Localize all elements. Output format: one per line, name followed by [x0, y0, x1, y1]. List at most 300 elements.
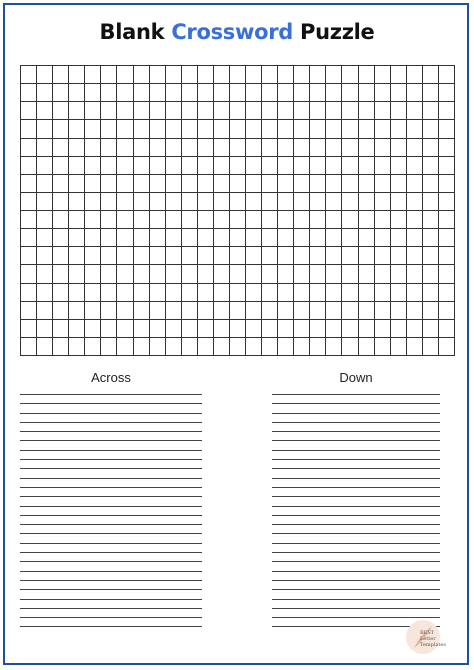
- grid-cell[interactable]: [375, 265, 391, 283]
- grid-cell[interactable]: [342, 175, 358, 193]
- grid-cell[interactable]: [262, 175, 278, 193]
- grid-cell[interactable]: [359, 139, 375, 157]
- grid-cell[interactable]: [391, 211, 407, 229]
- grid-cell[interactable]: [101, 193, 117, 211]
- grid-cell[interactable]: [246, 302, 262, 320]
- grid-cell[interactable]: [198, 320, 214, 338]
- grid-cell[interactable]: [21, 139, 37, 157]
- grid-cell[interactable]: [198, 211, 214, 229]
- grid-cell[interactable]: [423, 338, 439, 356]
- grid-cell[interactable]: [439, 84, 455, 102]
- grid-cell[interactable]: [439, 211, 455, 229]
- grid-cell[interactable]: [150, 265, 166, 283]
- grid-cell[interactable]: [391, 229, 407, 247]
- grid-cell[interactable]: [101, 139, 117, 157]
- grid-cell[interactable]: [69, 338, 85, 356]
- grid-cell[interactable]: [278, 102, 294, 120]
- grid-cell[interactable]: [134, 247, 150, 265]
- grid-cell[interactable]: [230, 66, 246, 84]
- grid-cell[interactable]: [69, 157, 85, 175]
- grid-cell[interactable]: [166, 193, 182, 211]
- grid-cell[interactable]: [294, 84, 310, 102]
- grid-cell[interactable]: [214, 66, 230, 84]
- grid-cell[interactable]: [150, 193, 166, 211]
- grid-cell[interactable]: [21, 157, 37, 175]
- grid-cell[interactable]: [53, 66, 69, 84]
- grid-cell[interactable]: [342, 139, 358, 157]
- grid-cell[interactable]: [21, 211, 37, 229]
- grid-cell[interactable]: [134, 120, 150, 138]
- grid-cell[interactable]: [375, 102, 391, 120]
- grid-cell[interactable]: [21, 302, 37, 320]
- grid-cell[interactable]: [214, 120, 230, 138]
- grid-cell[interactable]: [85, 265, 101, 283]
- grid-cell[interactable]: [310, 265, 326, 283]
- grid-cell[interactable]: [117, 229, 133, 247]
- grid-cell[interactable]: [214, 284, 230, 302]
- grid-cell[interactable]: [278, 320, 294, 338]
- grid-cell[interactable]: [198, 66, 214, 84]
- grid-cell[interactable]: [423, 247, 439, 265]
- grid-cell[interactable]: [117, 157, 133, 175]
- grid-cell[interactable]: [85, 120, 101, 138]
- grid-cell[interactable]: [182, 247, 198, 265]
- grid-cell[interactable]: [407, 84, 423, 102]
- grid-cell[interactable]: [117, 102, 133, 120]
- grid-cell[interactable]: [69, 265, 85, 283]
- grid-cell[interactable]: [198, 338, 214, 356]
- grid-cell[interactable]: [150, 284, 166, 302]
- grid-cell[interactable]: [407, 157, 423, 175]
- grid-cell[interactable]: [439, 265, 455, 283]
- grid-cell[interactable]: [198, 120, 214, 138]
- grid-cell[interactable]: [53, 211, 69, 229]
- grid-cell[interactable]: [278, 193, 294, 211]
- grid-cell[interactable]: [150, 320, 166, 338]
- grid-cell[interactable]: [278, 175, 294, 193]
- grid-cell[interactable]: [278, 139, 294, 157]
- grid-cell[interactable]: [407, 193, 423, 211]
- grid-cell[interactable]: [37, 320, 53, 338]
- grid-cell[interactable]: [278, 157, 294, 175]
- grid-cell[interactable]: [407, 338, 423, 356]
- grid-cell[interactable]: [391, 66, 407, 84]
- grid-cell[interactable]: [134, 66, 150, 84]
- grid-cell[interactable]: [166, 157, 182, 175]
- grid-cell[interactable]: [375, 157, 391, 175]
- grid-cell[interactable]: [262, 84, 278, 102]
- grid-cell[interactable]: [246, 247, 262, 265]
- grid-cell[interactable]: [182, 193, 198, 211]
- grid-cell[interactable]: [230, 229, 246, 247]
- grid-cell[interactable]: [198, 265, 214, 283]
- grid-cell[interactable]: [294, 157, 310, 175]
- grid-cell[interactable]: [342, 66, 358, 84]
- grid-cell[interactable]: [85, 320, 101, 338]
- grid-cell[interactable]: [326, 229, 342, 247]
- grid-cell[interactable]: [423, 284, 439, 302]
- grid-cell[interactable]: [439, 120, 455, 138]
- grid-cell[interactable]: [150, 175, 166, 193]
- grid-cell[interactable]: [423, 193, 439, 211]
- grid-cell[interactable]: [310, 102, 326, 120]
- grid-cell[interactable]: [214, 193, 230, 211]
- grid-cell[interactable]: [342, 157, 358, 175]
- grid-cell[interactable]: [326, 84, 342, 102]
- grid-cell[interactable]: [326, 102, 342, 120]
- grid-cell[interactable]: [166, 84, 182, 102]
- grid-cell[interactable]: [230, 175, 246, 193]
- grid-cell[interactable]: [117, 302, 133, 320]
- grid-cell[interactable]: [294, 302, 310, 320]
- grid-cell[interactable]: [198, 139, 214, 157]
- grid-cell[interactable]: [117, 193, 133, 211]
- grid-cell[interactable]: [391, 247, 407, 265]
- grid-cell[interactable]: [182, 265, 198, 283]
- grid-cell[interactable]: [326, 302, 342, 320]
- grid-cell[interactable]: [423, 66, 439, 84]
- grid-cell[interactable]: [262, 211, 278, 229]
- grid-cell[interactable]: [342, 247, 358, 265]
- grid-cell[interactable]: [262, 247, 278, 265]
- grid-cell[interactable]: [182, 157, 198, 175]
- grid-cell[interactable]: [230, 338, 246, 356]
- grid-cell[interactable]: [198, 302, 214, 320]
- grid-cell[interactable]: [294, 265, 310, 283]
- grid-cell[interactable]: [391, 175, 407, 193]
- grid-cell[interactable]: [246, 320, 262, 338]
- grid-cell[interactable]: [53, 102, 69, 120]
- grid-cell[interactable]: [391, 157, 407, 175]
- grid-cell[interactable]: [407, 66, 423, 84]
- grid-cell[interactable]: [85, 84, 101, 102]
- grid-cell[interactable]: [134, 229, 150, 247]
- grid-cell[interactable]: [326, 193, 342, 211]
- grid-cell[interactable]: [101, 157, 117, 175]
- grid-cell[interactable]: [150, 302, 166, 320]
- grid-cell[interactable]: [53, 338, 69, 356]
- grid-cell[interactable]: [439, 284, 455, 302]
- grid-cell[interactable]: [198, 157, 214, 175]
- grid-cell[interactable]: [37, 284, 53, 302]
- grid-cell[interactable]: [117, 211, 133, 229]
- grid-cell[interactable]: [182, 139, 198, 157]
- grid-cell[interactable]: [101, 229, 117, 247]
- grid-cell[interactable]: [294, 211, 310, 229]
- grid-cell[interactable]: [294, 229, 310, 247]
- grid-cell[interactable]: [53, 139, 69, 157]
- grid-cell[interactable]: [326, 247, 342, 265]
- grid-cell[interactable]: [359, 265, 375, 283]
- grid-cell[interactable]: [166, 139, 182, 157]
- grid-cell[interactable]: [53, 247, 69, 265]
- grid-cell[interactable]: [21, 66, 37, 84]
- grid-cell[interactable]: [230, 247, 246, 265]
- grid-cell[interactable]: [423, 84, 439, 102]
- grid-cell[interactable]: [85, 284, 101, 302]
- grid-cell[interactable]: [375, 84, 391, 102]
- grid-cell[interactable]: [278, 284, 294, 302]
- grid-cell[interactable]: [375, 139, 391, 157]
- grid-cell[interactable]: [134, 320, 150, 338]
- grid-cell[interactable]: [310, 139, 326, 157]
- grid-cell[interactable]: [342, 265, 358, 283]
- grid-cell[interactable]: [391, 139, 407, 157]
- grid-cell[interactable]: [150, 211, 166, 229]
- grid-cell[interactable]: [198, 84, 214, 102]
- grid-cell[interactable]: [359, 211, 375, 229]
- grid-cell[interactable]: [198, 247, 214, 265]
- grid-cell[interactable]: [278, 120, 294, 138]
- grid-cell[interactable]: [342, 320, 358, 338]
- grid-cell[interactable]: [326, 157, 342, 175]
- grid-cell[interactable]: [262, 139, 278, 157]
- grid-cell[interactable]: [439, 157, 455, 175]
- grid-cell[interactable]: [214, 320, 230, 338]
- grid-cell[interactable]: [391, 120, 407, 138]
- grid-cell[interactable]: [310, 175, 326, 193]
- grid-cell[interactable]: [439, 66, 455, 84]
- grid-cell[interactable]: [326, 175, 342, 193]
- grid-cell[interactable]: [117, 284, 133, 302]
- grid-cell[interactable]: [101, 320, 117, 338]
- grid-cell[interactable]: [85, 139, 101, 157]
- grid-cell[interactable]: [134, 175, 150, 193]
- grid-cell[interactable]: [21, 229, 37, 247]
- grid-cell[interactable]: [262, 320, 278, 338]
- grid-cell[interactable]: [359, 175, 375, 193]
- grid-cell[interactable]: [375, 66, 391, 84]
- grid-cell[interactable]: [37, 193, 53, 211]
- grid-cell[interactable]: [294, 175, 310, 193]
- grid-cell[interactable]: [294, 102, 310, 120]
- grid-cell[interactable]: [407, 139, 423, 157]
- grid-cell[interactable]: [375, 211, 391, 229]
- grid-cell[interactable]: [391, 102, 407, 120]
- grid-cell[interactable]: [214, 338, 230, 356]
- grid-cell[interactable]: [182, 120, 198, 138]
- grid-cell[interactable]: [278, 229, 294, 247]
- grid-cell[interactable]: [262, 284, 278, 302]
- grid-cell[interactable]: [407, 229, 423, 247]
- grid-cell[interactable]: [439, 247, 455, 265]
- grid-cell[interactable]: [230, 84, 246, 102]
- grid-cell[interactable]: [326, 120, 342, 138]
- grid-cell[interactable]: [214, 302, 230, 320]
- grid-cell[interactable]: [407, 284, 423, 302]
- grid-cell[interactable]: [375, 302, 391, 320]
- grid-cell[interactable]: [166, 211, 182, 229]
- grid-cell[interactable]: [359, 66, 375, 84]
- grid-cell[interactable]: [359, 247, 375, 265]
- grid-cell[interactable]: [182, 175, 198, 193]
- grid-cell[interactable]: [182, 102, 198, 120]
- grid-cell[interactable]: [150, 338, 166, 356]
- grid-cell[interactable]: [439, 338, 455, 356]
- grid-cell[interactable]: [182, 284, 198, 302]
- grid-cell[interactable]: [37, 211, 53, 229]
- grid-cell[interactable]: [423, 120, 439, 138]
- grid-cell[interactable]: [117, 247, 133, 265]
- grid-cell[interactable]: [246, 211, 262, 229]
- grid-cell[interactable]: [85, 211, 101, 229]
- grid-cell[interactable]: [53, 84, 69, 102]
- grid-cell[interactable]: [214, 229, 230, 247]
- grid-cell[interactable]: [342, 120, 358, 138]
- grid-cell[interactable]: [85, 66, 101, 84]
- grid-cell[interactable]: [375, 247, 391, 265]
- grid-cell[interactable]: [375, 229, 391, 247]
- grid-cell[interactable]: [117, 66, 133, 84]
- grid-cell[interactable]: [342, 102, 358, 120]
- grid-cell[interactable]: [134, 139, 150, 157]
- grid-cell[interactable]: [310, 84, 326, 102]
- grid-cell[interactable]: [166, 175, 182, 193]
- grid-cell[interactable]: [21, 320, 37, 338]
- grid-cell[interactable]: [423, 265, 439, 283]
- grid-cell[interactable]: [117, 84, 133, 102]
- grid-cell[interactable]: [166, 320, 182, 338]
- grid-cell[interactable]: [359, 193, 375, 211]
- grid-cell[interactable]: [53, 175, 69, 193]
- grid-cell[interactable]: [342, 84, 358, 102]
- grid-cell[interactable]: [117, 265, 133, 283]
- grid-cell[interactable]: [359, 120, 375, 138]
- grid-cell[interactable]: [85, 247, 101, 265]
- grid-cell[interactable]: [278, 247, 294, 265]
- grid-cell[interactable]: [134, 265, 150, 283]
- grid-cell[interactable]: [407, 102, 423, 120]
- grid-cell[interactable]: [101, 338, 117, 356]
- grid-cell[interactable]: [182, 66, 198, 84]
- grid-cell[interactable]: [53, 193, 69, 211]
- grid-cell[interactable]: [37, 229, 53, 247]
- grid-cell[interactable]: [134, 338, 150, 356]
- grid-cell[interactable]: [439, 302, 455, 320]
- grid-cell[interactable]: [262, 120, 278, 138]
- grid-cell[interactable]: [359, 320, 375, 338]
- grid-cell[interactable]: [150, 102, 166, 120]
- grid-cell[interactable]: [423, 102, 439, 120]
- grid-cell[interactable]: [375, 193, 391, 211]
- grid-cell[interactable]: [359, 338, 375, 356]
- grid-cell[interactable]: [21, 338, 37, 356]
- grid-cell[interactable]: [69, 302, 85, 320]
- grid-cell[interactable]: [246, 139, 262, 157]
- grid-cell[interactable]: [166, 302, 182, 320]
- grid-cell[interactable]: [166, 120, 182, 138]
- grid-cell[interactable]: [69, 247, 85, 265]
- grid-cell[interactable]: [375, 120, 391, 138]
- grid-cell[interactable]: [21, 120, 37, 138]
- grid-cell[interactable]: [439, 102, 455, 120]
- grid-cell[interactable]: [439, 175, 455, 193]
- grid-cell[interactable]: [407, 175, 423, 193]
- grid-cell[interactable]: [117, 175, 133, 193]
- grid-cell[interactable]: [150, 229, 166, 247]
- grid-cell[interactable]: [262, 302, 278, 320]
- grid-cell[interactable]: [101, 211, 117, 229]
- grid-cell[interactable]: [69, 229, 85, 247]
- grid-cell[interactable]: [359, 102, 375, 120]
- grid-cell[interactable]: [69, 120, 85, 138]
- grid-cell[interactable]: [278, 84, 294, 102]
- grid-cell[interactable]: [166, 284, 182, 302]
- grid-cell[interactable]: [101, 284, 117, 302]
- grid-cell[interactable]: [294, 139, 310, 157]
- grid-cell[interactable]: [214, 265, 230, 283]
- grid-cell[interactable]: [407, 211, 423, 229]
- grid-cell[interactable]: [342, 338, 358, 356]
- grid-cell[interactable]: [278, 66, 294, 84]
- grid-cell[interactable]: [37, 247, 53, 265]
- grid-cell[interactable]: [246, 175, 262, 193]
- grid-cell[interactable]: [407, 247, 423, 265]
- grid-cell[interactable]: [246, 120, 262, 138]
- grid-cell[interactable]: [375, 284, 391, 302]
- grid-cell[interactable]: [69, 284, 85, 302]
- grid-cell[interactable]: [278, 302, 294, 320]
- grid-cell[interactable]: [246, 84, 262, 102]
- grid-cell[interactable]: [278, 211, 294, 229]
- grid-cell[interactable]: [342, 211, 358, 229]
- grid-cell[interactable]: [117, 139, 133, 157]
- grid-cell[interactable]: [101, 247, 117, 265]
- grid-cell[interactable]: [310, 229, 326, 247]
- grid-cell[interactable]: [214, 157, 230, 175]
- grid-cell[interactable]: [423, 302, 439, 320]
- grid-cell[interactable]: [85, 193, 101, 211]
- grid-cell[interactable]: [37, 175, 53, 193]
- grid-cell[interactable]: [182, 84, 198, 102]
- grid-cell[interactable]: [326, 320, 342, 338]
- grid-cell[interactable]: [21, 102, 37, 120]
- grid-cell[interactable]: [230, 302, 246, 320]
- grid-cell[interactable]: [101, 175, 117, 193]
- grid-cell[interactable]: [359, 157, 375, 175]
- grid-cell[interactable]: [101, 84, 117, 102]
- grid-cell[interactable]: [85, 157, 101, 175]
- grid-cell[interactable]: [85, 175, 101, 193]
- grid-cell[interactable]: [262, 265, 278, 283]
- grid-cell[interactable]: [326, 139, 342, 157]
- grid-cell[interactable]: [182, 320, 198, 338]
- grid-cell[interactable]: [37, 120, 53, 138]
- grid-cell[interactable]: [294, 120, 310, 138]
- grid-cell[interactable]: [53, 157, 69, 175]
- grid-cell[interactable]: [359, 229, 375, 247]
- grid-cell[interactable]: [101, 265, 117, 283]
- grid-cell[interactable]: [391, 302, 407, 320]
- grid-cell[interactable]: [150, 139, 166, 157]
- grid-cell[interactable]: [294, 66, 310, 84]
- grid-cell[interactable]: [53, 229, 69, 247]
- grid-cell[interactable]: [101, 120, 117, 138]
- grid-cell[interactable]: [37, 66, 53, 84]
- grid-cell[interactable]: [342, 302, 358, 320]
- grid-cell[interactable]: [198, 193, 214, 211]
- grid-cell[interactable]: [69, 66, 85, 84]
- grid-cell[interactable]: [310, 193, 326, 211]
- grid-cell[interactable]: [246, 265, 262, 283]
- grid-cell[interactable]: [150, 66, 166, 84]
- grid-cell[interactable]: [262, 193, 278, 211]
- grid-cell[interactable]: [262, 229, 278, 247]
- grid-cell[interactable]: [310, 66, 326, 84]
- grid-cell[interactable]: [214, 139, 230, 157]
- grid-cell[interactable]: [37, 157, 53, 175]
- grid-cell[interactable]: [150, 157, 166, 175]
